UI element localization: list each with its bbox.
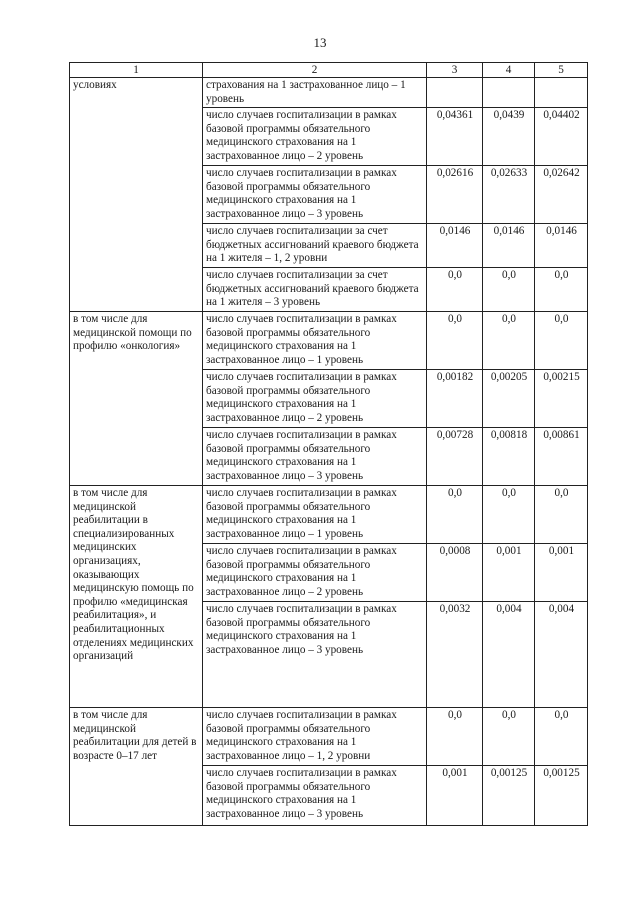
category-cell: в том числе для медицинской помощи по профилю «онкология» <box>70 312 203 486</box>
header-col-4: 4 <box>483 63 535 78</box>
value-col-5: 0,0 <box>535 708 588 766</box>
description-cell: число случаев госпитализации в рамках базовой программы обязательного медицинского страхования на 1 застрахованное лицо – 1 уровень <box>203 486 427 544</box>
value-col-4: 0,0 <box>483 268 535 312</box>
header-col-5: 5 <box>535 63 588 78</box>
value-col-4: 0,0 <box>483 708 535 766</box>
header-col-1: 1 <box>70 63 203 78</box>
value-col-3: 0,0008 <box>427 544 483 602</box>
value-col-3: 0,0 <box>427 486 483 544</box>
description-cell: число случаев госпитализации в рамках базовой программы обязательного медицинского страхования на 1 застрахованное лицо – 3 уровень <box>203 602 427 708</box>
value-col-5: 0,02642 <box>535 166 588 224</box>
value-col-5: 0,0146 <box>535 224 588 268</box>
value-col-3: 0,02616 <box>427 166 483 224</box>
description-cell: число случаев госпитализации в рамках базовой программы обязательного медицинского страхования на 1 застрахованное лицо – 2 уровень <box>203 108 427 166</box>
value-col-5: 0,0 <box>535 268 588 312</box>
value-col-3: 0,00182 <box>427 370 483 428</box>
value-col-5: 0,0 <box>535 312 588 370</box>
table-row <box>70 78 588 108</box>
value-col-5: 0,001 <box>535 544 588 602</box>
value-col-4: 0,0439 <box>483 108 535 166</box>
value-col-5: 0,04402 <box>535 108 588 166</box>
value-col-4: 0,00125 <box>483 766 535 826</box>
value-col-4: 0,0146 <box>483 224 535 268</box>
header-col-3: 3 <box>427 63 483 78</box>
value-col-4: 0,00205 <box>483 370 535 428</box>
table-row <box>70 312 588 370</box>
value-col-3: 0,0146 <box>427 224 483 268</box>
value-col-3: 0,04361 <box>427 108 483 166</box>
value-col-4: 0,004 <box>483 602 535 708</box>
description-cell: число случаев госпитализации за счет бюджетных ассигнований краевого бюджета на 1 жителя – 1, 2 уровни <box>203 224 427 268</box>
category-cell: в том числе для медицинской реабилитации для детей в возрасте 0–17 лет <box>70 708 203 826</box>
description-cell: число случаев госпитализации в рамках базовой программы обязательного медицинского страхования на 1 застрахованное лицо – 1 уровень <box>203 312 427 370</box>
value-col-3 <box>427 78 483 108</box>
value-col-5: 0,004 <box>535 602 588 708</box>
description-cell: страхования на 1 застрахованное лицо – 1 уровень <box>203 78 427 108</box>
value-col-3: 0,0 <box>427 268 483 312</box>
value-col-5: 0,00125 <box>535 766 588 826</box>
value-col-4: 0,0 <box>483 312 535 370</box>
value-col-3: 0,00728 <box>427 428 483 486</box>
description-cell: число случаев госпитализации в рамках базовой программы обязательного медицинского страхования на 1 застрахованное лицо – 3 уровень <box>203 166 427 224</box>
description-cell: число случаев госпитализации в рамках базовой программы обязательного медицинского страхования на 1 застрахованное лицо – 2 уровень <box>203 370 427 428</box>
page-number: 13 <box>313 35 327 50</box>
value-col-4 <box>483 78 535 108</box>
description-cell: число случаев госпитализации в рамках базовой программы обязательного медицинского страхования на 1 застрахованное лицо – 1, 2 уровни <box>203 708 427 766</box>
value-col-5: 0,0 <box>535 486 588 544</box>
value-col-4: 0,02633 <box>483 166 535 224</box>
description-cell: число случаев госпитализации в рамках базовой программы обязательного медицинского страхования на 1 застрахованное лицо – 2 уровень <box>203 544 427 602</box>
table-row <box>70 708 588 766</box>
value-col-4: 0,00818 <box>483 428 535 486</box>
description-cell: число случаев госпитализации за счет бюджетных ассигнований краевого бюджета на 1 жителя – 3 уровень <box>203 268 427 312</box>
category-cell: в том числе для медицинской реабилитации в специализированных медицинских организациях, оказывающих медицинскую помощь по профилю «медицинская реабилитация», и реабилитационных отделениях медицинских организаций <box>70 486 203 708</box>
category-cell: условиях <box>70 78 203 312</box>
header-col-2: 2 <box>203 63 427 78</box>
description-cell: число случаев госпитализации в рамках базовой программы обязательного медицинского страхования на 1 застрахованное лицо – 3 уровень <box>203 766 427 826</box>
value-col-4: 0,0 <box>483 486 535 544</box>
value-col-4: 0,001 <box>483 544 535 602</box>
value-col-3: 0,0 <box>427 312 483 370</box>
value-col-5 <box>535 78 588 108</box>
indicators-table <box>69 62 588 826</box>
value-col-5: 0,00215 <box>535 370 588 428</box>
value-col-3: 0,0032 <box>427 602 483 708</box>
value-col-3: 0,001 <box>427 766 483 826</box>
value-col-3: 0,0 <box>427 708 483 766</box>
header-row <box>70 63 588 78</box>
value-col-5: 0,00861 <box>535 428 588 486</box>
description-cell: число случаев госпитализации в рамках базовой программы обязательного медицинского страхования на 1 застрахованное лицо – 3 уровень <box>203 428 427 486</box>
table-row <box>70 486 588 544</box>
